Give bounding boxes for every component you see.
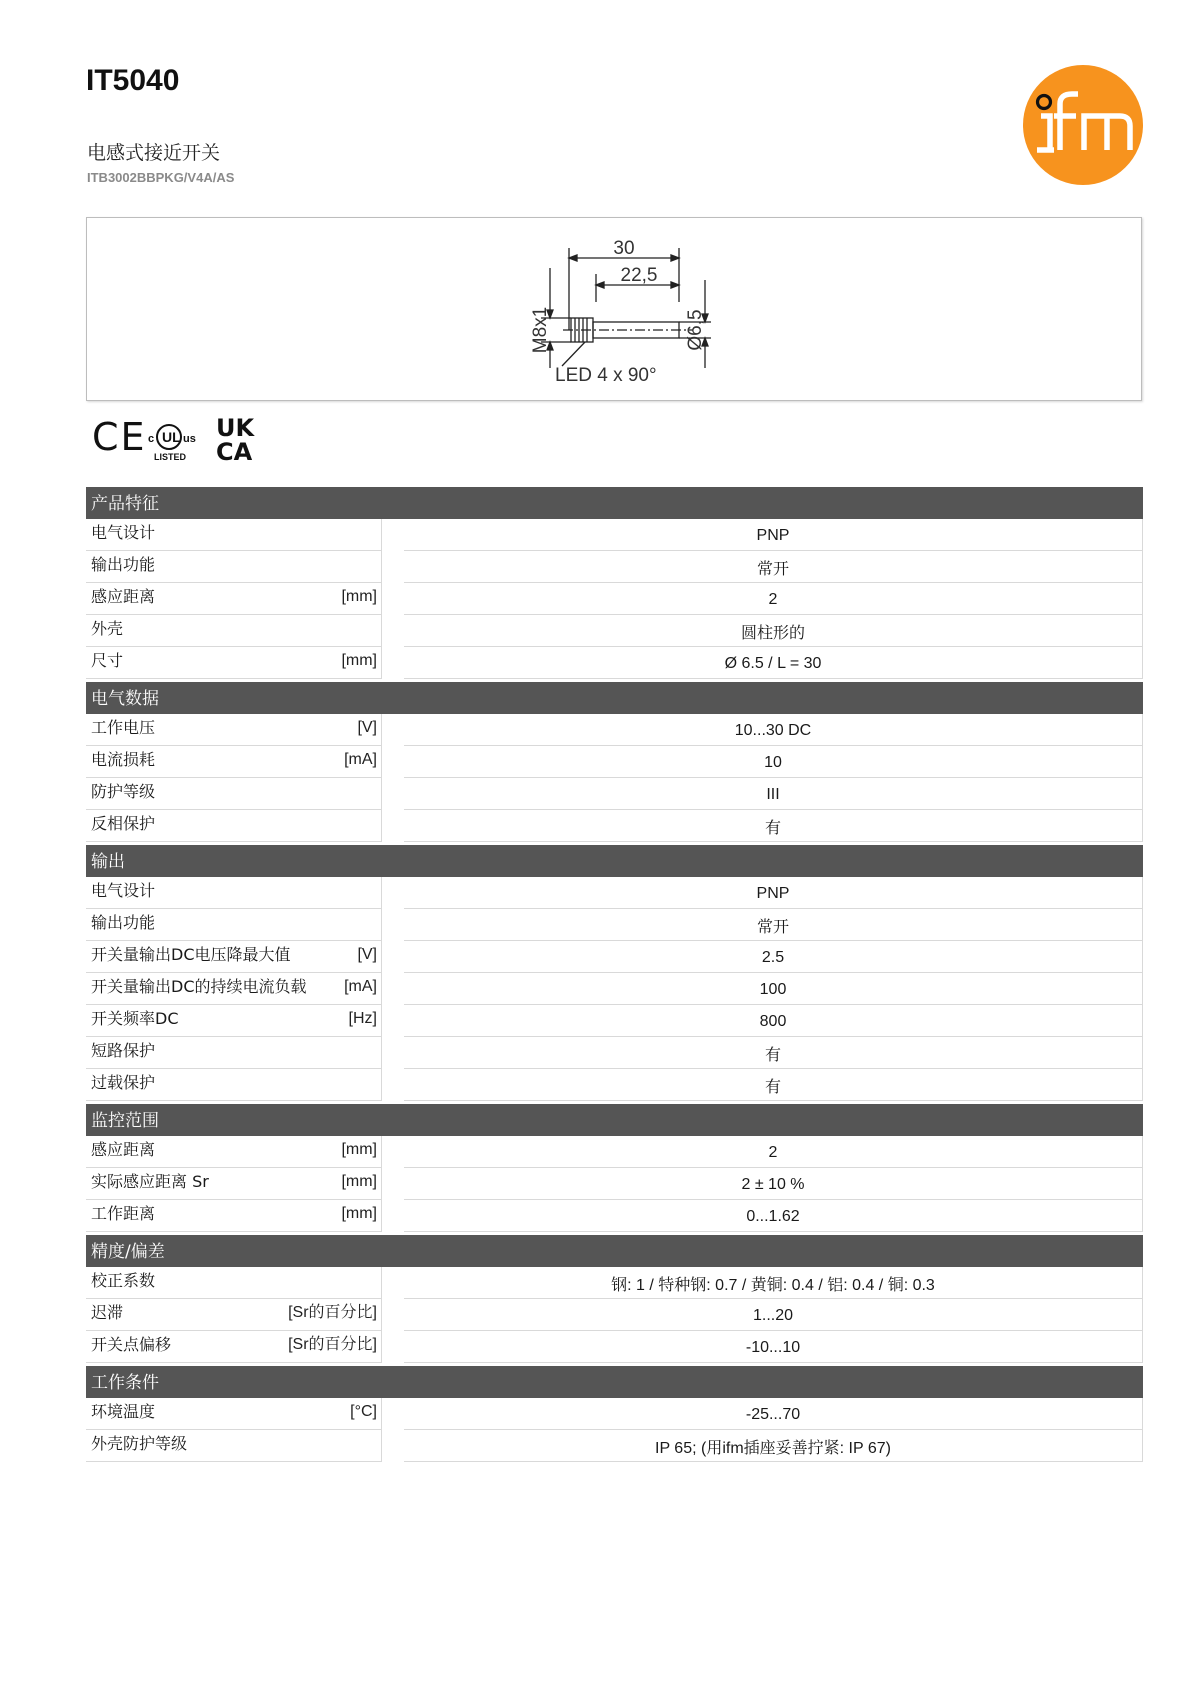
ul-listed-icon — [148, 425, 196, 462]
spec-label-cell — [86, 941, 382, 973]
spec-value: -10...10 — [404, 1331, 1143, 1363]
spec-label: 电气设计 — [91, 523, 156, 542]
spec-value: 有 — [404, 810, 1143, 842]
spec-label: 工作距离 — [91, 1204, 156, 1223]
section-header: 工作条件 — [86, 1366, 1143, 1398]
product-subtitle: 电感式接近开关 — [87, 142, 221, 164]
spec-label: 外壳 — [91, 619, 124, 638]
spec-value: 10...30 DC — [404, 714, 1143, 746]
spec-label-cell — [86, 1168, 382, 1200]
spec-row — [86, 1200, 1143, 1232]
spec-label-cell — [86, 647, 382, 679]
spec-label-cell — [86, 1331, 382, 1363]
spec-value: PNP — [404, 877, 1143, 909]
spec-row — [86, 973, 1143, 1005]
spec-label-cell — [86, 1200, 382, 1232]
spec-label: 防护等级 — [91, 782, 156, 801]
spec-unit: [mm] — [341, 588, 377, 605]
spec-label: 电气设计 — [91, 881, 156, 900]
spec-value: 2 ± 10 % — [404, 1168, 1143, 1200]
spec-unit: [Sr的百分比] — [288, 1336, 377, 1353]
spec-label: 短路保护 — [91, 1041, 156, 1060]
spec-value: 有 — [404, 1037, 1143, 1069]
spec-value: 2 — [404, 1136, 1143, 1168]
spec-label: 开关频率DC — [91, 1009, 179, 1028]
ukca-line2: CA — [216, 438, 253, 464]
spec-value: 2.5 — [404, 941, 1143, 973]
spec-label-cell — [86, 909, 382, 941]
spec-row — [86, 810, 1143, 842]
spec-label-cell — [86, 810, 382, 842]
spec-row — [86, 877, 1143, 909]
spec-label-cell — [86, 877, 382, 909]
spec-row — [86, 1267, 1143, 1299]
thread-label: M8x1 — [530, 306, 551, 354]
spec-label: 开关量输出DC电压降最大值 — [91, 945, 291, 964]
spec-label: 实际感应距离 Sr — [91, 1172, 209, 1191]
spec-row — [86, 1005, 1143, 1037]
spec-value: 800 — [404, 1005, 1143, 1037]
dimension-drawing — [86, 217, 1142, 401]
spec-row — [86, 714, 1143, 746]
ukca-line1: UK — [216, 414, 255, 442]
spec-unit: [°C] — [350, 1403, 377, 1420]
spec-unit: [V] — [357, 719, 377, 736]
product-code: ITB3002BBPKG/V4A/AS — [87, 170, 235, 185]
spec-value: 0...1.62 — [404, 1200, 1143, 1232]
spec-row — [86, 1168, 1143, 1200]
section-header: 电气数据 — [86, 682, 1143, 714]
spec-label-cell — [86, 973, 382, 1005]
spec-value: III — [404, 778, 1143, 810]
spec-row — [86, 1136, 1143, 1168]
spec-row — [86, 1299, 1143, 1331]
section-header: 输出 — [86, 845, 1143, 877]
product-title: IT5040 — [86, 64, 180, 97]
spec-label: 反相保护 — [91, 814, 156, 833]
spec-label-cell — [86, 583, 382, 615]
spec-label: 迟滞 — [91, 1303, 124, 1322]
spec-row — [86, 647, 1143, 679]
ce-mark-icon — [92, 415, 147, 459]
spec-row — [86, 615, 1143, 647]
spec-unit: [mm] — [341, 1141, 377, 1158]
spec-label: 外壳防护等级 — [91, 1434, 188, 1453]
spec-value: 2 — [404, 583, 1143, 615]
spec-unit: [mm] — [341, 1205, 377, 1222]
spec-unit: [Hz] — [348, 1010, 377, 1027]
section-header: 监控范围 — [86, 1104, 1143, 1136]
spec-label-cell — [86, 615, 382, 647]
spec-label: 校正系数 — [91, 1271, 156, 1290]
spec-row — [86, 1331, 1143, 1363]
spec-value: 10 — [404, 746, 1143, 778]
spec-label-cell — [86, 1267, 382, 1299]
spec-value: 有 — [404, 1069, 1143, 1101]
ukca-mark-icon — [216, 414, 255, 464]
spec-label-cell — [86, 1069, 382, 1101]
spec-value: Ø 6.5 / L = 30 — [404, 647, 1143, 679]
spec-label: 尺寸 — [91, 651, 124, 670]
spec-value: 100 — [404, 973, 1143, 1005]
spec-value: 常开 — [404, 909, 1143, 941]
spec-label-cell — [86, 1037, 382, 1069]
spec-label-cell — [86, 1136, 382, 1168]
spec-row — [86, 551, 1143, 583]
spec-unit: [mA] — [344, 978, 377, 995]
spec-unit: [mA] — [344, 751, 377, 768]
specification-table — [86, 487, 1143, 1462]
ul-c-text: c — [148, 433, 155, 445]
spec-value: -25...70 — [404, 1398, 1143, 1430]
spec-unit: [Sr的百分比] — [288, 1304, 377, 1321]
spec-label: 工作电压 — [91, 718, 156, 737]
spec-unit: [mm] — [341, 1173, 377, 1190]
spec-value: 钢: 1 / 特种钢: 0.7 / 黄铜: 0.4 / 铝: 0.4 / 铜: 0.3 — [404, 1267, 1143, 1299]
ifm-logo-icon — [1022, 64, 1144, 186]
spec-label-cell — [86, 1299, 382, 1331]
spec-row — [86, 1430, 1143, 1462]
ce-mark-text: CE — [92, 415, 147, 459]
spec-label: 环境温度 — [91, 1402, 156, 1421]
spec-label-cell — [86, 714, 382, 746]
spec-label: 开关点偏移 — [91, 1335, 172, 1354]
spec-label-cell — [86, 1005, 382, 1037]
spec-label-cell — [86, 778, 382, 810]
ul-listed-text: LISTED — [154, 452, 187, 462]
spec-row — [86, 778, 1143, 810]
spec-label-cell — [86, 1430, 382, 1462]
spec-row — [86, 941, 1143, 973]
spec-label: 电流损耗 — [91, 750, 156, 769]
spec-value: 常开 — [404, 551, 1143, 583]
spec-label-cell — [86, 1398, 382, 1430]
ul-us-text: us — [183, 433, 196, 445]
spec-value: IP 65; (用ifm插座妥善拧紧: IP 67) — [404, 1430, 1143, 1462]
spec-row — [86, 583, 1143, 615]
spec-label: 开关量输出DC的持续电流负载 — [91, 977, 307, 996]
svg-text:UL: UL — [162, 429, 181, 445]
spec-value: PNP — [404, 519, 1143, 551]
spec-label: 输出功能 — [91, 913, 156, 932]
dim-total-label: 30 — [613, 238, 635, 259]
spec-row — [86, 1069, 1143, 1101]
spec-unit: [V] — [357, 946, 377, 963]
spec-label: 过载保护 — [91, 1073, 156, 1092]
spec-label-cell — [86, 551, 382, 583]
spec-row — [86, 909, 1143, 941]
dim-body-label: 22,5 — [620, 265, 658, 286]
spec-row — [86, 1037, 1143, 1069]
spec-value: 1...20 — [404, 1299, 1143, 1331]
spec-row — [86, 746, 1143, 778]
led-label: LED 4 x 90° — [555, 365, 657, 386]
spec-label: 输出功能 — [91, 555, 156, 574]
spec-value: 圆柱形的 — [404, 615, 1143, 647]
section-header: 产品特征 — [86, 487, 1143, 519]
spec-label-cell — [86, 519, 382, 551]
diameter-label: Ø6,5 — [685, 309, 706, 351]
section-header: 精度/偏差 — [86, 1235, 1143, 1267]
spec-label: 感应距离 — [91, 587, 156, 606]
spec-row — [86, 1398, 1143, 1430]
certifications — [92, 412, 262, 464]
spec-label: 感应距离 — [91, 1140, 156, 1159]
spec-unit: [mm] — [341, 652, 377, 669]
spec-label-cell — [86, 746, 382, 778]
spec-row — [86, 519, 1143, 551]
